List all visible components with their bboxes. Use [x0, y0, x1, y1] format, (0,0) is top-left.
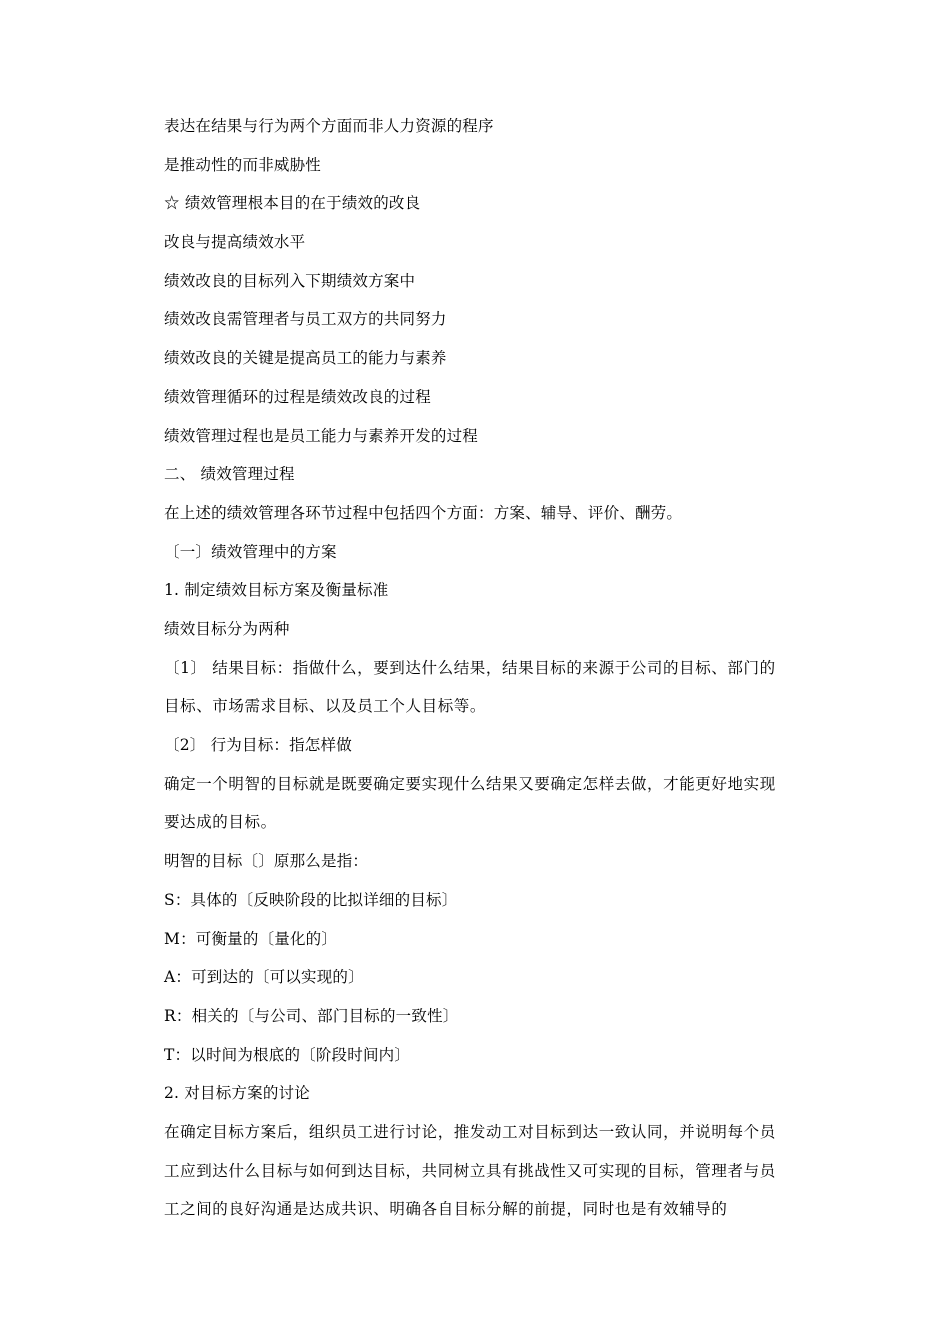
behavior-goal-line: 〔2〕 行为目标：指怎样做 [164, 736, 352, 755]
smart-item-m: M：可衡量的〔量化的〕 [164, 929, 338, 948]
text-line: 表达在结果与行为两个方面而非人力资源的程序 [164, 117, 494, 135]
smart-heading: 明智的目标〔〕原那么是指： [164, 852, 369, 871]
numbered-heading: 1. 制定绩效目标方案及衡量标准 [164, 581, 389, 600]
smart-item-a: A：可到达的〔可以实现的〕 [164, 968, 364, 987]
result-goal-paragraph: 〔1〕 结果目标：指做什么，要到达什么结果，结果目标的来源于公司的目标、部门的目标、市场需求目标、以及员工个人目标等。 [164, 658, 776, 716]
text-line: 绩效管理循环的过程是绩效改良的过程 [164, 387, 431, 406]
text-line: 绩效管理过程也是员工能力与素养开发的过程 [164, 426, 479, 445]
text-line: 绩效改良的目标列入下期绩效方案中 [164, 271, 416, 290]
smart-item-r: R：相关的〔与公司、部门目标的一致性〕 [164, 1006, 459, 1025]
smart-intro-paragraph: 确定一个明智的目标就是既要确定要实现什么结果又要确定怎样去做，才能更好地实现要达成的目标。 [164, 774, 776, 832]
text-line: 改良与提高绩效水平 [164, 233, 306, 252]
smart-item-t: T：以时间为根底的〔阶段时间内〕 [164, 1045, 411, 1064]
text-line: 绩效改良需管理者与员工双方的共同努力 [164, 310, 447, 329]
text-line: 在上述的绩效管理各环节过程中包括四个方面：方案、辅导、评价、酬劳。 [164, 503, 683, 522]
discussion-paragraph: 在确定目标方案后，组织员工进行讨论，推发动工对目标到达一致认同，并说明每个员工应到达什么目标与如何到达目标，共同树立具有挑战性又可实现的目标，管理者与员工之间的良好沟通是达成共识、明确各自目标分解的前提，同时也是有效辅导的 [164, 1122, 776, 1219]
text-line: 绩效目标分为两种 [164, 619, 290, 638]
text-line: 绩效改良的关键是提高员工的能力与素养 [164, 349, 447, 368]
document-page [164, 114, 786, 1236]
subsection-heading: 〔一〕绩效管理中的方案 [164, 542, 337, 561]
text-line: 是推动性的而非威胁性 [164, 155, 322, 174]
numbered-heading: 2. 对目标方案的讨论 [164, 1084, 310, 1103]
text-line: ☆ 绩效管理根本目的在于绩效的改良 [164, 194, 421, 213]
smart-item-s: S：具体的〔反映阶段的比拟详细的目标〕 [164, 890, 458, 909]
section-heading: 二、 绩效管理过程 [164, 465, 295, 484]
